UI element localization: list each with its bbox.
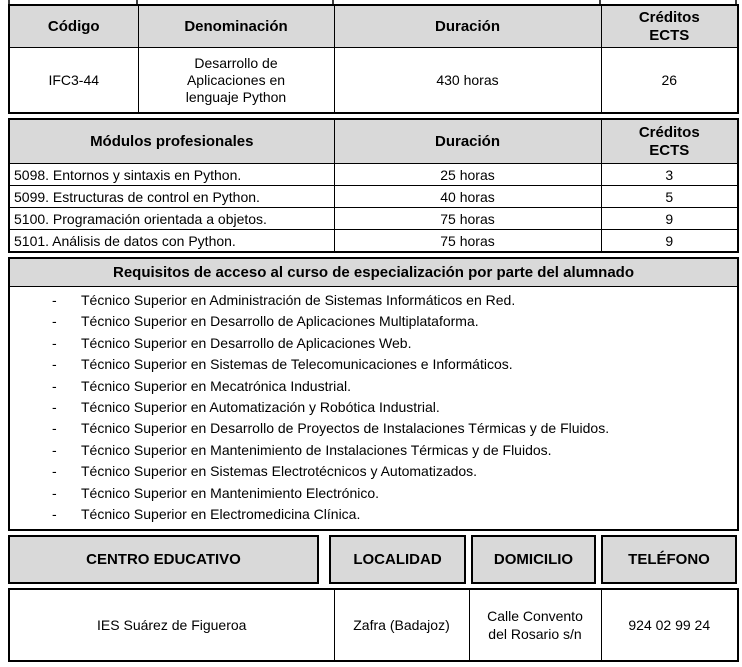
module-duration: 40 horas bbox=[334, 186, 601, 208]
requirement-text: Técnico Superior en Desarrollo de Aplicaciones Multiplataforma. bbox=[81, 313, 479, 330]
requirements-list-row bbox=[9, 287, 738, 531]
bullet-dash bbox=[52, 483, 81, 504]
module-duration: 75 horas bbox=[334, 208, 601, 230]
module-name: 5101. Análisis de datos con Python. bbox=[9, 230, 334, 253]
cell-telefono: 924 02 99 24 bbox=[601, 589, 738, 661]
bullet-dash bbox=[52, 290, 81, 311]
modules-header-row bbox=[9, 119, 738, 164]
cell-domicilio-text: Calle Convento del Rosario s/n bbox=[487, 608, 583, 643]
course-data-row bbox=[9, 48, 738, 114]
module-row bbox=[9, 186, 738, 208]
module-row bbox=[9, 164, 738, 186]
requirements-header-row bbox=[9, 258, 738, 287]
requirement-text: Técnico Superior en Automatización y Robótica Industrial. bbox=[81, 399, 440, 416]
centre-table bbox=[8, 588, 739, 662]
requirement-item bbox=[14, 354, 733, 375]
module-duration: 75 horas bbox=[334, 230, 601, 253]
requirement-item bbox=[14, 290, 733, 311]
module-name: 5100. Programación orientada a objetos. bbox=[9, 208, 334, 230]
requirement-text: Técnico Superior en Electromedicina Clínica. bbox=[81, 506, 361, 523]
requirement-item bbox=[14, 397, 733, 418]
course-table bbox=[8, 4, 739, 114]
cell-duracion: 430 horas bbox=[334, 48, 601, 114]
centre-data-row bbox=[9, 589, 738, 661]
requirement-item bbox=[14, 440, 733, 461]
requirement-text: Técnico Superior en Sistemas Electrotécnicos y Automatizados. bbox=[81, 463, 478, 480]
module-name: 5098. Entornos y sintaxis en Python. bbox=[9, 164, 334, 186]
requirement-item bbox=[14, 376, 733, 397]
requirement-text: Técnico Superior en Sistemas de Telecomunicaciones e Informáticos. bbox=[81, 356, 513, 373]
header-telefono: TELÉFONO bbox=[601, 535, 737, 584]
module-credits: 5 bbox=[601, 186, 738, 208]
centre-header-row bbox=[8, 535, 737, 584]
module-name: 5099. Estructuras de control en Python. bbox=[9, 186, 334, 208]
requirements-title: Requisitos de acceso al curso de especialización por parte del alumnado bbox=[9, 258, 738, 287]
bullet-dash bbox=[52, 311, 81, 332]
cell-creditos: 26 bbox=[601, 48, 738, 114]
header-localidad: LOCALIDAD bbox=[329, 535, 466, 584]
header-creditos-ects bbox=[601, 5, 738, 48]
module-row bbox=[9, 230, 738, 253]
bullet-dash bbox=[52, 440, 81, 461]
requirement-text: Técnico Superior en Desarrollo de Proyectos de Instalaciones Térmicas y de Fluidos. bbox=[81, 420, 610, 437]
module-duration: 25 horas bbox=[334, 164, 601, 186]
header-creditos-ects-label: Créditos ECTS bbox=[638, 8, 700, 44]
requirement-text: Técnico Superior en Administración de Sistemas Informáticos en Red. bbox=[81, 292, 516, 308]
cell-centro: IES Suárez de Figueroa bbox=[9, 589, 334, 661]
header-modulos-duracion: Duración bbox=[334, 119, 601, 164]
requirement-item bbox=[14, 333, 733, 354]
requirements-list bbox=[9, 287, 738, 531]
bullet-dash bbox=[52, 418, 81, 439]
header-modulos-profesionales: Módulos profesionales bbox=[9, 119, 334, 164]
bullet-dash bbox=[52, 354, 81, 375]
module-credits: 3 bbox=[601, 164, 738, 186]
requirement-item bbox=[14, 483, 733, 504]
module-row bbox=[9, 208, 738, 230]
requirement-text: Técnico Superior en Desarrollo de Aplicaciones Web. bbox=[81, 334, 412, 351]
requirement-text: Técnico Superior en Mantenimiento Electrónico. bbox=[81, 484, 380, 501]
requirements-table bbox=[8, 257, 739, 531]
module-credits: 9 bbox=[601, 230, 738, 253]
cell-codigo: IFC3-44 bbox=[9, 48, 138, 114]
bullet-dash bbox=[52, 333, 81, 354]
cell-localidad: Zafra (Badajoz) bbox=[334, 589, 469, 661]
bullet-dash bbox=[52, 376, 81, 397]
requirement-item bbox=[14, 311, 733, 332]
header-modulos-creditos bbox=[601, 119, 738, 164]
header-denominacion: Denominación bbox=[138, 5, 334, 48]
cell-denominacion-text: Desarrollo de Aplicaciones en lenguaje Python bbox=[185, 54, 287, 105]
modules-table bbox=[8, 118, 739, 253]
requirement-text: Técnico Superior en Mantenimiento de Instalaciones Térmicas y de Fluidos. bbox=[81, 441, 552, 458]
requirement-item bbox=[14, 461, 733, 482]
requirement-text: Técnico Superior en Mecatrónica Industrial. bbox=[81, 377, 352, 394]
module-credits: 9 bbox=[601, 208, 738, 230]
cell-domicilio bbox=[469, 589, 601, 661]
cell-denominacion bbox=[138, 48, 334, 114]
header-domicilio: DOMICILIO bbox=[471, 535, 596, 584]
header-centro-educativo: CENTRO EDUCATIVO bbox=[8, 535, 319, 584]
bullet-dash bbox=[52, 461, 81, 482]
header-modulos-creditos-label: Créditos ECTS bbox=[638, 123, 700, 159]
bullet-dash bbox=[52, 504, 81, 525]
header-duracion: Duración bbox=[334, 5, 601, 48]
requirement-item bbox=[14, 504, 733, 525]
requirement-item bbox=[14, 418, 733, 439]
header-codigo: Código bbox=[9, 5, 138, 48]
course-header-row bbox=[9, 5, 738, 48]
bullet-dash bbox=[52, 397, 81, 418]
